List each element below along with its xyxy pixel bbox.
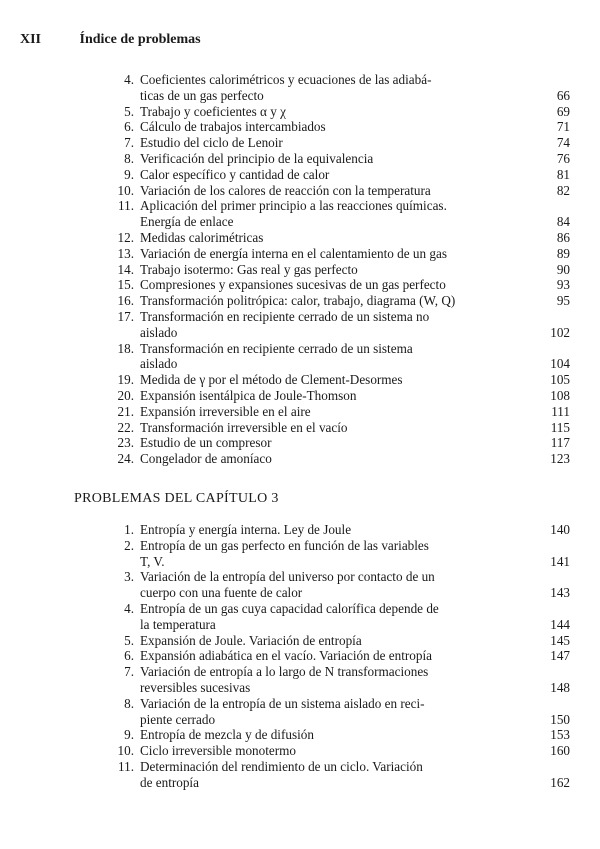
entry-title-line: Variación de los calores de reacción con la temperatura xyxy=(140,182,431,198)
entry-title-line: Transformación politrópica: calor, trabajo, diagrama (W, Q) xyxy=(140,293,456,309)
entry-title-line: Calor específico y cantidad de calor xyxy=(140,166,330,182)
entry-page-number: 89 xyxy=(556,245,570,261)
entry-number: 14. xyxy=(117,261,134,277)
entry-page-number: 117 xyxy=(550,435,570,451)
entry-title-line: Determinación del rendimiento de un ciclo. Variación xyxy=(140,758,423,774)
toc-entry xyxy=(108,183,570,199)
entry-page-number: 108 xyxy=(550,387,570,403)
section-title: PROBLEMAS DEL CAPÍTULO 3 xyxy=(74,491,279,506)
entry-page-number: 82 xyxy=(556,182,570,198)
toc-entry xyxy=(108,743,570,759)
entry-title-line: cuerpo con una fuente de calor xyxy=(140,585,303,601)
entry-title-line: Transformación en recipiente cerrado de un sistema no xyxy=(140,308,430,324)
toc-entry xyxy=(108,341,570,373)
entry-title-line: Estudio del ciclo de Lenoir xyxy=(140,135,283,151)
entry-page-number: 143 xyxy=(550,585,570,601)
entry-title xyxy=(140,435,524,451)
entry-title xyxy=(140,522,524,538)
entry-number: 10. xyxy=(117,182,134,198)
entry-title-line: Verificación del principio de la equivalencia xyxy=(140,150,374,166)
entry-title-line: Entropía de un gas perfecto en función de las variables xyxy=(140,537,429,553)
entry-title-line: piente cerrado xyxy=(140,711,216,727)
entry-number: 8. xyxy=(124,150,134,166)
entry-title xyxy=(140,420,524,436)
entry-title xyxy=(140,135,524,151)
entry-number: 20. xyxy=(117,387,134,403)
entry-title xyxy=(140,451,524,467)
entry-number: 11. xyxy=(118,198,134,214)
entry-page-number: 147 xyxy=(550,648,570,664)
entry-page-number: 145 xyxy=(550,632,570,648)
entry-title xyxy=(140,648,524,664)
entry-number: 6. xyxy=(124,119,134,135)
entry-title-line: aislado xyxy=(140,324,178,340)
toc-entry xyxy=(108,151,570,167)
entry-title-line: Cálculo de trabajos intercambiados xyxy=(140,119,326,135)
entry-title xyxy=(140,309,524,341)
entry-title xyxy=(140,167,524,183)
entry-number: 5. xyxy=(124,632,134,648)
entry-number: 16. xyxy=(117,293,134,309)
toc-entry xyxy=(108,198,570,230)
entry-number: 7. xyxy=(124,135,134,151)
entry-number: 9. xyxy=(124,166,134,182)
toc-entry xyxy=(108,104,570,120)
toc-entry xyxy=(108,388,570,404)
toc-entry xyxy=(108,309,570,341)
toc-entry xyxy=(108,246,570,262)
toc-entry xyxy=(108,696,570,728)
entry-page-number: 69 xyxy=(556,103,570,119)
entry-title xyxy=(140,293,524,309)
toc-entry xyxy=(108,759,570,791)
entry-title xyxy=(140,727,524,743)
entry-title xyxy=(140,743,524,759)
page-number-roman: XII xyxy=(20,32,42,47)
entry-number: 13. xyxy=(117,245,134,261)
entry-page-number: 115 xyxy=(550,419,570,435)
entry-number: 4. xyxy=(124,72,134,87)
toc-entry xyxy=(108,277,570,293)
entry-title xyxy=(140,759,524,791)
entry-number: 19. xyxy=(117,372,134,388)
problem-list-chapter-2 xyxy=(108,72,570,467)
toc-entry xyxy=(108,727,570,743)
entry-title-line: Expansión adiabática en el vacío. Variación de entropía xyxy=(140,648,432,664)
entry-title xyxy=(140,72,524,104)
entry-page-number: 111 xyxy=(551,403,570,419)
entry-title-line: Transformación en recipiente cerrado de un sistema xyxy=(140,340,413,356)
entry-number: 6. xyxy=(124,648,134,664)
entry-title xyxy=(140,341,524,373)
entry-title-line: Estudio de un compresor xyxy=(140,435,272,451)
entry-number: 10. xyxy=(117,743,134,759)
entry-page-number: 153 xyxy=(550,727,570,743)
toc-entry xyxy=(108,119,570,135)
entry-page-number: 90 xyxy=(556,261,570,277)
entry-title-line: Entropía y energía interna. Ley de Joule xyxy=(140,522,352,537)
entry-title xyxy=(140,151,524,167)
entry-title xyxy=(140,633,524,649)
entry-page-number: 144 xyxy=(550,616,570,632)
entry-title-line: Variación de entropía a lo largo de N transformaciones xyxy=(140,664,429,680)
entry-title-line: reversibles sucesivas xyxy=(140,679,251,695)
entry-title xyxy=(140,404,524,420)
entry-number: 12. xyxy=(117,229,134,245)
toc-entry xyxy=(108,435,570,451)
entry-title-line: Compresiones y expansiones sucesivas de un gas perfecto xyxy=(140,277,446,293)
entry-title xyxy=(140,104,524,120)
entry-number: 18. xyxy=(117,340,134,356)
entry-title xyxy=(140,230,524,246)
entry-title-line: Variación de la entropía del universo por contacto de un xyxy=(140,569,435,585)
entry-page-number: 104 xyxy=(550,356,570,372)
entry-title xyxy=(140,119,524,135)
entry-title xyxy=(140,569,524,601)
entry-title-line: aislado xyxy=(140,356,178,372)
entry-page-number: 141 xyxy=(550,553,570,569)
entry-number: 23. xyxy=(117,435,134,451)
toc-entry xyxy=(108,135,570,151)
toc-entry xyxy=(108,569,570,601)
entry-title-line: Variación de energía interna en el calentamiento de un gas xyxy=(140,245,447,261)
entry-title-line: Ciclo irreversible monotermo xyxy=(140,743,297,759)
entry-page-number: 81 xyxy=(556,166,570,182)
entry-number: 9. xyxy=(124,727,134,743)
problem-list-chapter-3 xyxy=(108,522,570,791)
toc-entry xyxy=(108,293,570,309)
entry-title xyxy=(140,183,524,199)
entry-page-number: 86 xyxy=(556,229,570,245)
entry-title-line: Transformación irreversible en el vacío xyxy=(140,419,348,435)
entry-title-line: Entropía de mezcla y de difusión xyxy=(140,727,314,743)
toc-entry xyxy=(108,72,570,104)
entry-title xyxy=(140,246,524,262)
entry-title-line: ticas de un gas perfecto xyxy=(140,87,264,103)
entry-title-line: Entropía de un gas cuya capacidad calorífica depende de xyxy=(140,600,439,616)
toc-entry xyxy=(108,633,570,649)
entry-title-line: Expansión isentálpica de Joule-Thomson xyxy=(140,387,357,403)
entry-title-line: Medidas calorimétricas xyxy=(140,229,264,245)
entry-title xyxy=(140,262,524,278)
entry-title xyxy=(140,388,524,404)
entry-title xyxy=(140,277,524,293)
toc-entry xyxy=(108,664,570,696)
entry-title-line: Trabajo isotermo: Gas real y gas perfecto xyxy=(140,261,358,277)
entry-title xyxy=(140,198,524,230)
toc-entry xyxy=(108,648,570,664)
toc-entry xyxy=(108,404,570,420)
entry-number: 7. xyxy=(124,664,134,680)
entry-number: 11. xyxy=(118,758,134,774)
toc-entry xyxy=(108,230,570,246)
toc-entry xyxy=(108,262,570,278)
entry-number: 8. xyxy=(124,695,134,711)
header-title: Índice de problemas xyxy=(79,32,201,47)
entry-title-line: Energía de enlace xyxy=(140,214,234,230)
entry-page-number: 150 xyxy=(550,711,570,727)
entry-page-number: 123 xyxy=(550,451,570,467)
toc-entry xyxy=(108,451,570,467)
entry-number: 24. xyxy=(117,451,134,467)
entry-page-number: 66 xyxy=(556,87,570,103)
entry-number: 3. xyxy=(124,569,134,585)
entry-page-number: 71 xyxy=(556,119,570,135)
entry-page-number: 76 xyxy=(556,150,570,166)
toc-entry xyxy=(108,522,570,538)
entry-number: 1. xyxy=(124,522,134,537)
entry-page-number: 84 xyxy=(556,214,570,230)
toc-entry xyxy=(108,538,570,570)
entry-page-number: 148 xyxy=(550,679,570,695)
toc-entry xyxy=(108,601,570,633)
entry-number: 2. xyxy=(124,537,134,553)
entry-title-line: T, V. xyxy=(140,553,165,569)
toc-entry xyxy=(108,372,570,388)
entry-number: 5. xyxy=(124,103,134,119)
entry-title xyxy=(140,372,524,388)
entry-title xyxy=(140,696,524,728)
entry-number: 4. xyxy=(124,600,134,616)
entry-title-line: Expansión de Joule. Variación de entropía xyxy=(140,632,362,648)
entry-number: 17. xyxy=(117,308,134,324)
entry-title-line: Trabajo y coeficientes α y χ xyxy=(140,103,286,119)
page-header xyxy=(20,32,201,48)
entry-title-line: Coeficientes calorimétricos y ecuaciones de las adiabá- xyxy=(140,72,432,87)
entry-page-number: 160 xyxy=(550,743,570,759)
entry-number: 22. xyxy=(117,419,134,435)
entry-title-line: Expansión irreversible en el aire xyxy=(140,403,311,419)
entry-page-number: 105 xyxy=(550,372,570,388)
entry-page-number: 95 xyxy=(556,293,570,309)
entry-title-line: de entropía xyxy=(140,774,199,790)
entry-number: 15. xyxy=(117,277,134,293)
entry-title xyxy=(140,664,524,696)
entry-title-line: la temperatura xyxy=(140,616,216,632)
entry-title-line: Aplicación del primer principio a las reacciones químicas. xyxy=(140,198,447,214)
entry-title-line: Congelador de amoníaco xyxy=(140,451,272,467)
entry-page-number: 74 xyxy=(556,135,570,151)
entry-number: 21. xyxy=(117,403,134,419)
toc-entry xyxy=(108,420,570,436)
entry-title xyxy=(140,601,524,633)
entry-page-number: 140 xyxy=(550,522,570,537)
entry-page-number: 102 xyxy=(550,324,570,340)
entry-title-line: Variación de la entropía de un sistema aislado en reci- xyxy=(140,695,425,711)
entry-page-number: 162 xyxy=(550,774,570,790)
entry-page-number: 93 xyxy=(556,277,570,293)
entry-title xyxy=(140,538,524,570)
toc-entry xyxy=(108,167,570,183)
entry-title-line: Medida de γ por el método de Clement-Desormes xyxy=(140,372,403,388)
